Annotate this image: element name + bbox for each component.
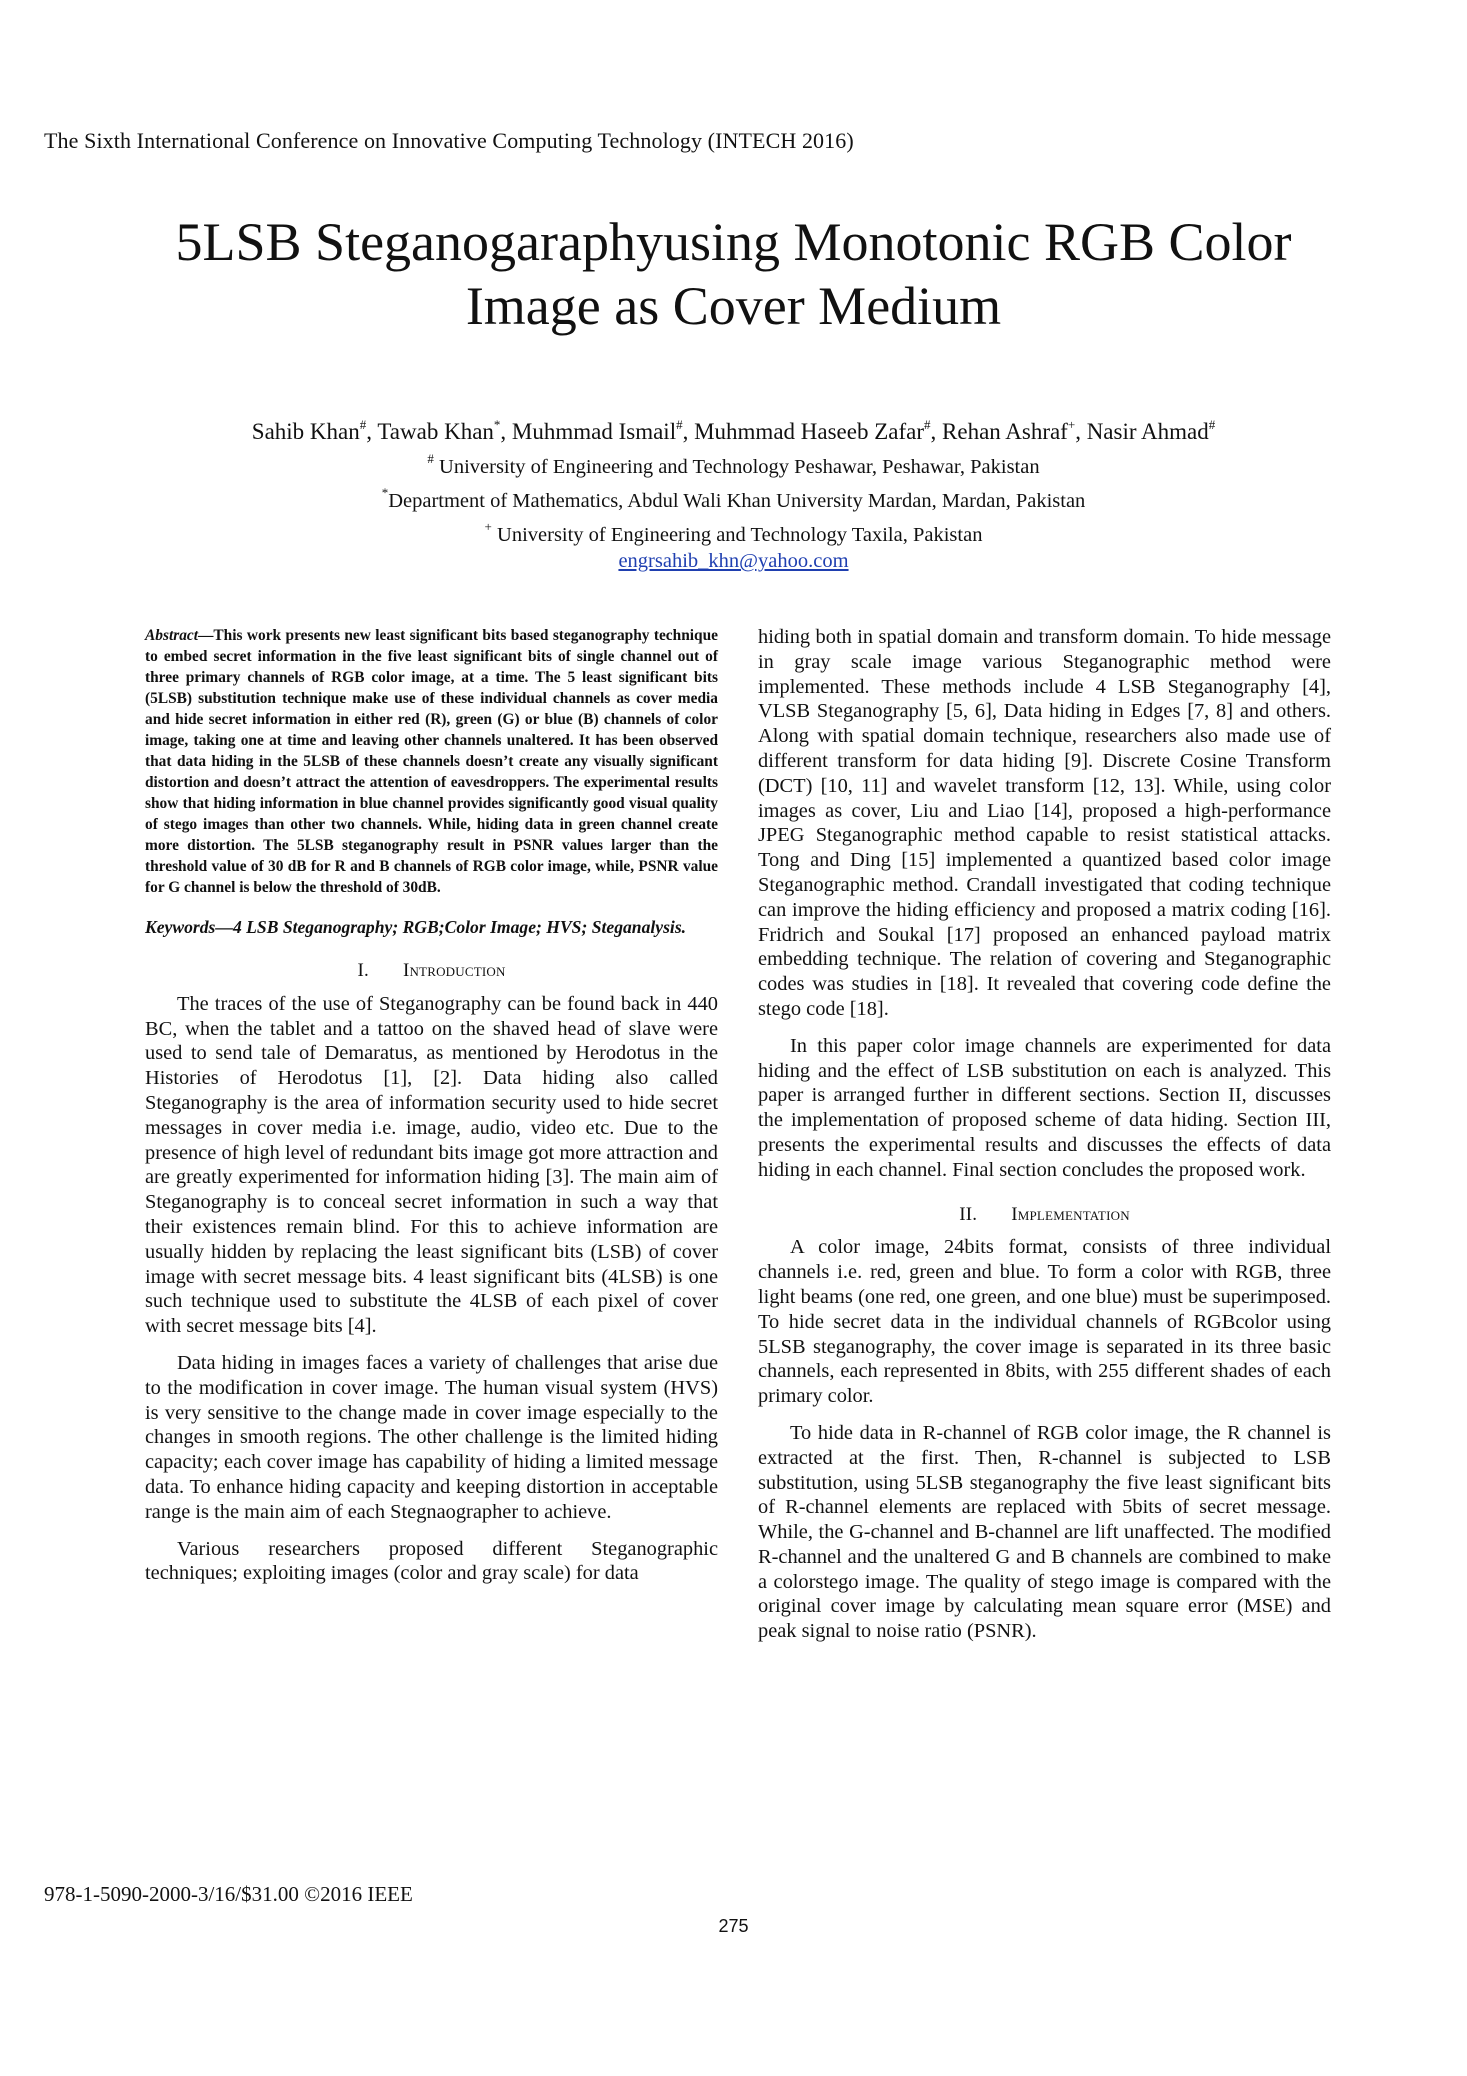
right-column [758,625,1331,1656]
page-number: 275 [718,1916,749,1936]
affiliation: + University of Engineering and Technology Taxila, Pakistan [484,519,983,546]
title-line-2: Image as Cover Medium [465,276,1002,336]
paragraph: Various researchers proposed different Steganographic techniques; exploiting images (color and gray scale) for data [145,1537,718,1585]
affiliation: # University of Engineering and Technology Peshawar, Peshawar, Pakistan [427,451,1040,478]
paper-title [100,210,1367,338]
affiliations [100,446,1367,574]
author: Muhmmad Ismail# [511,417,683,444]
author: Sahib Khan# [251,417,367,444]
copyright-line: 978-1-5090-2000-3/16/$31.00 ©2016 IEEE [44,1882,413,1906]
paragraph: The traces of the use of Steganography can be found back in 440 BC, when the tablet and a tattoo on the shaved head of slave were used to send tale of Demaratus, as mentioned by Herodotus in the Histories of Herodotus [1], [2]. Data hiding also called Steganography is the area of information security used to hide secret messages in cover media i.e. image, audio, video etc. Due to the presence of high level of redundant bits image got more attraction and are greatly experimented for information hiding [3]. The main aim of Steganography is to conceal secret information in such a way that their existences remain blind. For this to achieve information are usually hidden by replacing the least significant bits (LSB) of cover image with secret message bits. 4 least significant bits (4LSB) is one such technique used to substitute the 4LSB of each pixel of cover with secret message bits [4]. [145,992,718,1338]
author: Muhmmad Haseeb Zafar# [694,417,931,444]
left-column [145,625,718,1598]
author: Tawab Khan* [377,417,501,444]
keywords: Keywords—4 LSB Steganography; RGB;Color Image; HVS; Steganalysis. [145,917,687,937]
paragraph: In this paper color image channels are experimented for data hiding and the effect of LSB substitution on each is analyzed. This paper is arranged further in different sections. Section II, discusses the implementation of proposed scheme of data hiding. Section III, presents the experimental results and discusses the effects of data hiding in each channel. Final section concludes the proposed work. [758,1034,1331,1181]
paragraph: Data hiding in images faces a variety of challenges that arise due to the modification in cover image. The human visual system (HVS) is very sensitive to the change made in cover image especially to the changes in smooth regions. The other challenge is the limited hiding capacity; each cover image has capability of hiding a limited message data. To enhance hiding capacity and keeping distortion in acceptable range is the main aim of each Stegnaographer to achieve. [145,1351,718,1523]
affiliation: *Department of Mathematics, Abdul Wali Khan University Mardan, Mardan, Pakistan [381,485,1086,512]
author: Nasir Ahmad# [1086,417,1216,444]
paragraph: A color image, 24bits format, consists of three individual channels i.e. red, green and blue. To form a color with RGB, three light beams (one red, one green, and one blue) must be superimposed. To hide secret data in the individual channels of RGBcolor using 5LSB steganography, the cover image is separated in its three basic channels, each represented in 8bits, with 255 different shades of each primary color. [758,1236,1331,1408]
section-heading-introduction: I. Introduction [357,960,506,981]
title-line-1: 5LSB Steganogaraphyusing Monotonic RGB Color [175,212,1292,272]
email-link[interactable]: engrsahib_khn@yahoo.com [618,550,849,572]
abstract: Abstract—This work presents new least significant bits based steganography technique to embed secret information in the five least significant bits of single channel out of three primary channels of RGB color image, at a time. The 5 least significant bits (5LSB) substitution technique make use of these individual channels as cover media and hide secret information in either red (R), green (G) or blue (B) channels of color image, taking one at time and leaving other channels unaltered. It has been observed that data hiding in the 5LSB of these channels doesn’t create any visually significant distortion and doesn’t attract the attention of eavesdroppers. The experimental results show that hiding information in blue channel provides significantly good visual quality of stego images than other two channels. While, hiding data in green channel create more distortion. The 5LSB steganography result in PSNR values larger than the threshold value of 30 dB for R and B channels of RGB color image, while, PSNR value for G channel is below the threshold of 30dB. [145,627,718,896]
author: Rehan Ashraf+ [942,417,1076,444]
paragraph: hiding both in spatial domain and transform domain. To hide message in gray scale image various Steganographic method were implemented. These methods include 4 LSB Steganography [4], VLSB Steganography [5, 6], Data hiding in Edges [7, 8] and others. Along with spatial domain technique, researchers also made use of different transform for data hiding [9]. Discrete Cosine Transform (DCT) [10, 11] and wavelet transform [12, 13]. While, using color images as cover, Liu and Liao [14], proposed a high-performance JPEG Steganographic method capable to resist statistical attacks. Tong and Ding [15] implemented a quantized based color image Steganographic method. Crandall investigated that coding technique can improve the hiding efficiency and proposed a matrix coding [16]. Fridrich and Soukal [17] proposed an enhanced payload matrix embedding technique. The relation of covering and Steganographic codes was studies in [18]. It revealed that covering code define the stego code [18]. [758,626,1331,1020]
paragraph: To hide data in R-channel of RGB color image, the R channel is extracted at the first. Then, R-channel is subjected to LSB substitution, using 5LSB steganography the five least significant bits of R-channel elements are replaced with 5bits of secret message. While, the G-channel and B-channel are lift unaffected. The modified R-channel and the unaltered G and B channels are combined to make a colorstego image. The quality of stego image is compared with the original cover image by calculating mean square error (MSE) and peak signal to noise ratio (PSNR). [758,1421,1331,1643]
conference-header: The Sixth International Conference on Innovative Computing Technology (INTECH 2016) [44,128,854,153]
section-heading-implementation: II. Implementation [959,1203,1130,1225]
author-list: Sahib Khan#, Tawab Khan*, Muhmmad Ismail#, Muhmmad Haseeb Zafar#, Rehan Ashraf+, Nasir Ahmad# [251,417,1216,444]
